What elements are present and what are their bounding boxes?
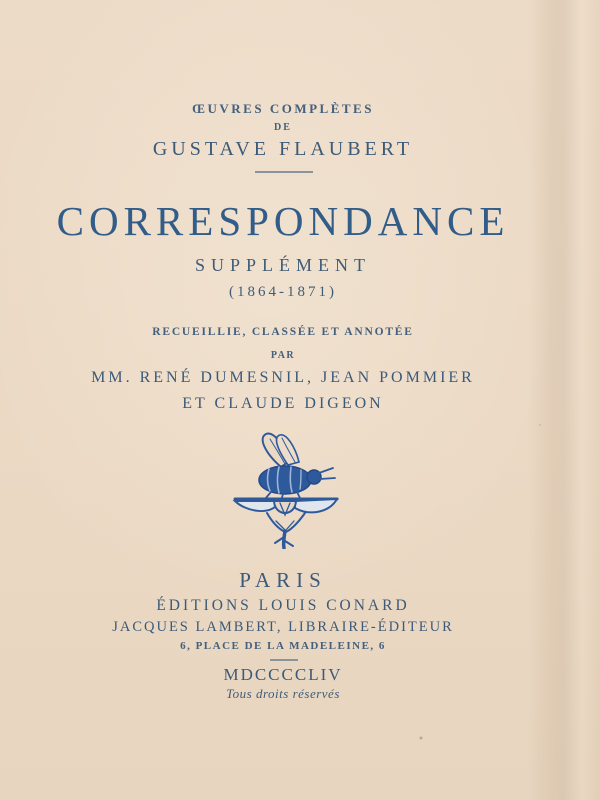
book-title: CORRESPONDANCE <box>56 198 510 244</box>
divider-rule-bottom <box>270 659 298 661</box>
book-subtitle: SUPPLÉMENT <box>194 255 371 275</box>
series-title: ŒUVRES COMPLÈTES <box>192 101 374 116</box>
publisher-line-1: ÉDITIONS LOUIS CONARD <box>156 597 410 614</box>
edited-line: RECUEILLIE, CLASSÉE ET ANNOTÉE <box>152 326 414 338</box>
divider-rule-top <box>255 171 313 173</box>
publisher-address: 6, PLACE DE LA MADELEINE, 6 <box>180 640 386 652</box>
bee-flower-icon <box>213 431 353 549</box>
publication-year: MDCCCCLIV <box>223 665 343 684</box>
author-name: GUSTAVE FLAUBERT <box>152 138 414 160</box>
par-label: PAR <box>270 350 296 361</box>
editors-line-2: ET CLAUDE DIGEON <box>182 395 384 412</box>
series-de: DE <box>274 122 292 133</box>
publisher-line-2: JACQUES LAMBERT, LIBRAIRE-ÉDITEUR <box>112 619 454 635</box>
bee-on-flower-illustration <box>213 431 353 549</box>
city-name: PARIS <box>239 568 327 592</box>
editors-line-1: MM. RENÉ DUMESNIL, JEAN POMMIER <box>91 369 475 386</box>
rights-notice: Tous droits réservés <box>226 686 340 701</box>
date-range: (1864-1871) <box>229 284 337 300</box>
